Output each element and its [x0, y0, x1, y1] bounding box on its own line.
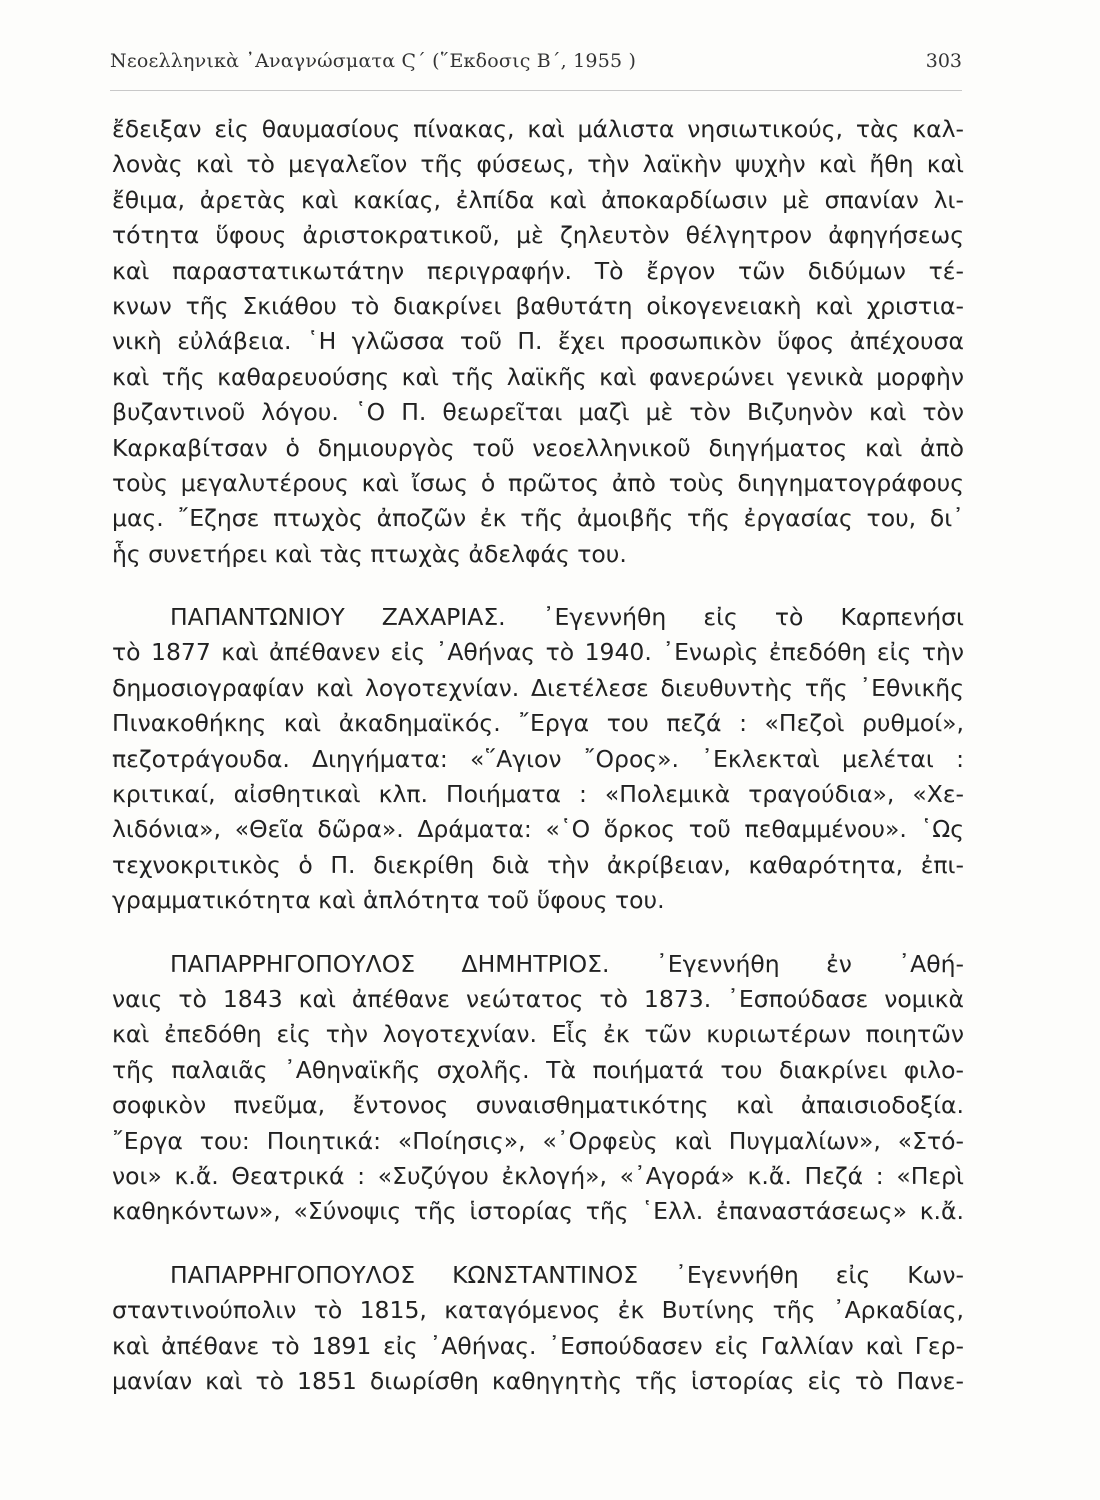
text-line: τοὺς μεγαλυτέρους καὶ ἴσως ὁ πρῶτος ἀπὸ τοὺς διηγηματογράφους [112, 468, 964, 497]
text-line: σοφικὸν πνεῦμα, ἔντονος συναισθηματικότης καὶ ἀπαισιοδοξία. [112, 1091, 964, 1120]
paragraph-paparrigopoulos-konstantinos [112, 1258, 964, 1400]
text-line: νοι» κ.ἄ. Θεατρικά : «Συζύγου ἐκλογή», «᾿Αγορά» κ.ἄ. Πεζά : «Περὶ [112, 1161, 964, 1190]
paragraph-paparrigopoulos-dimitrios [112, 947, 964, 1230]
text-line: ΠΑΠΑΡΡΗΓΟΠΟΥΛΟΣ ΔΗΜΗΤΡΙΟΣ. ᾿Εγεννήθη ἐν ᾿Αθή- [170, 949, 964, 978]
text-line: ἔθιμα, ἀρετὰς καὶ κακίας, ἐλπίδα καὶ ἀποκαρδίωσιν μὲ σπανίαν λι- [112, 185, 964, 214]
text-line: κριτικαί, αἰσθητικαὶ κλπ. Ποιήματα : «Πολεμικὰ τραγούδια», «Χε- [112, 780, 964, 809]
paragraph-gap [112, 1230, 964, 1258]
text-line: Πινακοθήκης καὶ ἀκαδημαϊκός. ῎Εργα του πεζά : «Πεζοὶ ρυθμοί», [112, 709, 964, 738]
text-line: μανίαν καὶ τὸ 1851 διωρίσθη καθηγητὴς τῆς ἱστορίας εἰς τὸ Πανε- [112, 1366, 964, 1395]
paragraph-gap [112, 572, 964, 600]
text-line: βυζαντινοῦ λόγου. ῾Ο Π. θεωρεῖται μαζὶ μὲ τὸν Βιζυηνὸν καὶ τὸν [112, 398, 964, 427]
text-line: κνων τῆς Σκιάθου τὸ διακρίνει βαθυτάτη οἰκογενειακὴ καὶ χριστια- [112, 291, 964, 320]
text-line: τῆς παλαιᾶς ᾿Αθηναϊκῆς σχολῆς. Τὰ ποιήματά του διακρίνει φιλο- [112, 1055, 964, 1084]
paragraph-papadiamantis-continued [112, 112, 964, 572]
text-line: δημοσιογραφίαν καὶ λογοτεχνίαν. Διετέλεσε διευθυντὴς τῆς ᾿Εθνικῆς [112, 673, 964, 702]
text-line: καὶ ἀπέθανε τὸ 1891 εἰς ᾿Αθήνας. ᾿Εσπούδασεν εἰς Γαλλίαν καὶ Γερ- [112, 1331, 964, 1360]
text-line: γραμματικότητα καὶ ἁπλότητα τοῦ ὕφους του. [112, 886, 665, 915]
text-line: καὶ παραστατικωτάτην περιγραφήν. Τὸ ἔργον τῶν διδύμων τέ- [112, 256, 964, 285]
text-line: καὶ τῆς καθαρευούσης καὶ τῆς λαϊκῆς καὶ φανερώνει γενικὰ μορφὴν [112, 362, 964, 391]
page-number: 303 [925, 50, 962, 72]
text-line: ΠΑΠΑΝΤΩΝΙΟΥ ΖΑΧΑΡΙΑΣ. ᾿Εγεννήθη εἰς τὸ Καρπενήσι [170, 603, 964, 632]
text-line: σταντινούπολιν τὸ 1815, καταγόμενος ἐκ Βυτίνης τῆς ᾿Αρκαδίας, [112, 1296, 964, 1325]
running-title: Νεοελληνικὰ ᾿Αναγνώσματα Ϛ΄ (῞Εκδοσις Β΄, 1955 ) [110, 50, 637, 72]
text-line: λονὰς καὶ τὸ μεγαλεῖον τῆς φύσεως, τὴν λαϊκὴν ψυχὴν καὶ ἤθη καὶ [112, 150, 964, 179]
text-line: ῎Εργα του: Ποιητικά: «Ποίησις», «᾿Ορφεὺς καὶ Πυγμαλίων», «Στό- [112, 1126, 964, 1155]
page-body [112, 112, 964, 1399]
text-line: Καρκαβίτσαν ὁ δημιουργὸς τοῦ νεοελληνικοῦ διηγήματος καὶ ἀπὸ [112, 433, 964, 462]
paragraph-papantoniou [112, 600, 964, 919]
text-line: νικὴ εὐλάβεια. ῾Η γλῶσσα τοῦ Π. ἔχει προσωπικὸν ὕφος ἀπέχουσα [112, 327, 964, 356]
paragraph-gap [112, 919, 964, 947]
running-header [110, 50, 962, 91]
text-line: πεζοτράγουδα. Διηγήματα: «῞Αγιον ῎Ορος». ᾿Εκλεκταὶ μελέται : [112, 744, 964, 773]
text-line: ἧς συνετήρει καὶ τὰς πτωχὰς ἀδελφάς του. [112, 539, 627, 568]
text-line: τὸ 1877 καὶ ἀπέθανεν εἰς ᾿Αθήνας τὸ 1940. ᾿Ενωρὶς ἐπεδόθη εἰς τὴν [112, 638, 964, 667]
text-line: ναις τὸ 1843 καὶ ἀπέθανε νεώτατος τὸ 1873. ᾿Εσπούδασε νομικὰ [112, 984, 964, 1013]
text-line: καὶ ἐπεδόθη εἰς τὴν λογοτεχνίαν. Εἷς ἐκ τῶν κυριωτέρων ποιητῶν [112, 1020, 964, 1049]
text-line: ἔδειξαν εἰς θαυμασίους πίνακας, καὶ μάλιστα νησιωτικούς, τὰς καλ- [112, 115, 964, 143]
text-line: καθηκόντων», «Σύνοψις τῆς ἱστορίας τῆς ῾Ελλ. ἐπαναστάσεως» κ.ἄ. [112, 1197, 964, 1226]
text-line: μας. ῎Εζησε πτωχὸς ἀποζῶν ἐκ τῆς ἀμοιβῆς τῆς ἐργασίας του, δι᾿ [112, 504, 964, 533]
text-line: τότητα ὕφους ἀριστοκρατικοῦ, μὲ ζηλευτὸν θέλγητρον ἀφηγήσεως [112, 221, 964, 250]
text-line: ΠΑΠΑΡΡΗΓΟΠΟΥΛΟΣ ΚΩΝΣΤΑΝΤΙΝΟΣ ᾿Εγεννήθη εἰς Κων- [170, 1260, 964, 1289]
text-line: λιδόνια», «Θεῖα δῶρα». Δράματα: «῾Ο ὅρκος τοῦ πεθαμμένου». ῾Ως [112, 815, 964, 844]
text-line: τεχνοκριτικὸς ὁ Π. διεκρίθη διὰ τὴν ἀκρίβειαν, καθαρότητα, ἐπι- [112, 850, 964, 879]
